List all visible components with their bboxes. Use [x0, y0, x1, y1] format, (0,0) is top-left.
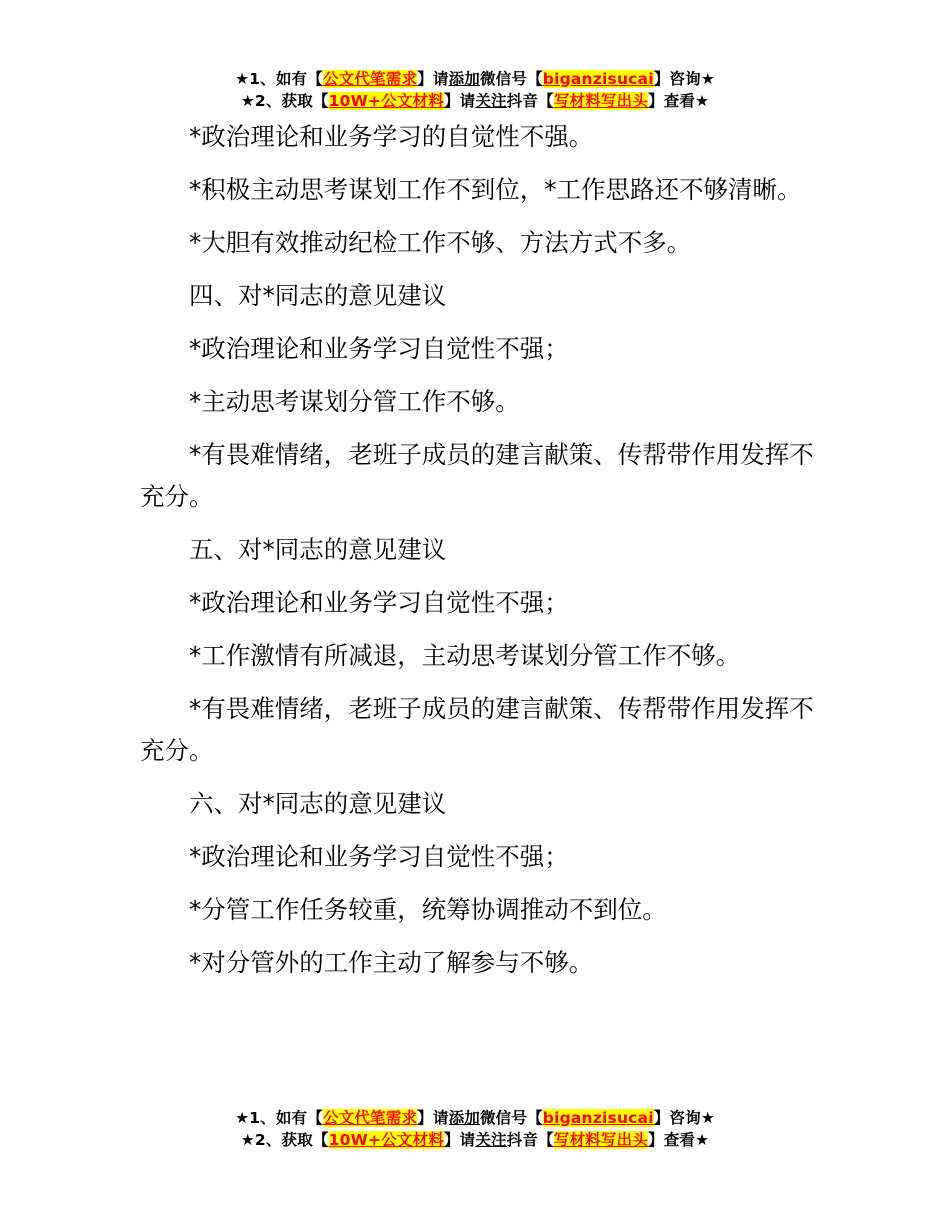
banner-line-1: [0, 1107, 950, 1129]
header-banner: [0, 68, 950, 112]
banner-text: ★2、获取【: [240, 92, 329, 110]
paragraph: *政治理论和业务学习自觉性不强；: [189, 334, 569, 363]
banner-line-2: [0, 90, 950, 112]
paragraph: *有畏难情绪，老班子成员的建言献策、传帮带作用发挥不充分。: [140, 440, 814, 511]
highlight-wechat-id: biganzisucai: [542, 70, 654, 88]
footer-banner: [0, 1107, 950, 1151]
highlight-materials: 10W+公文材料: [328, 92, 444, 110]
banner-underlined-text: 关注: [475, 92, 507, 110]
highlight-materials: 10W+公文材料: [328, 1131, 444, 1149]
banner-line-2: [0, 1129, 950, 1151]
paragraph: *大胆有效推动纪检工作不够、方法方式不多。: [189, 228, 692, 257]
paragraph: *政治理论和业务学习自觉性不强；: [189, 842, 569, 871]
banner-text: 】查看★: [648, 1131, 710, 1149]
banner-text: 】请: [417, 70, 449, 88]
highlight-douyin-account: 写材料写出头: [553, 1131, 649, 1149]
banner-text: 】请: [417, 1109, 449, 1127]
banner-underlined-text: 关注: [475, 1131, 507, 1149]
banner-text: 抖音【: [506, 92, 554, 110]
paragraph: *有畏难情绪，老班子成员的建言献策、传帮带作用发挥不充分。: [140, 694, 814, 765]
banner-text: ★1、如有【: [235, 70, 323, 88]
banner-text: 抖音【: [506, 1131, 554, 1149]
highlight-service: 公文代笔需求: [322, 70, 418, 88]
banner-text: 微信号【: [479, 70, 543, 88]
paragraph: *工作激情有所减退，主动思考谋划分管工作不够。: [189, 641, 741, 670]
document-body: [140, 116, 820, 995]
banner-text: 】请: [443, 1131, 476, 1149]
section-heading: 五、对*同志的意见建议: [189, 535, 447, 564]
paragraph: *主动思考谋划分管工作不够。: [189, 387, 520, 416]
banner-text: ★1、如有【: [235, 1109, 323, 1127]
paragraph: *积极主动思考谋划工作不到位，*工作思路还不够清晰。: [189, 175, 802, 204]
paragraph: *分管工作任务较重，统筹协调推动不到位。: [189, 895, 667, 924]
paragraph: *政治理论和业务学习的自觉性不强。: [189, 122, 594, 151]
banner-text: 】咨询★: [653, 70, 715, 88]
paragraph: *政治理论和业务学习自觉性不强；: [189, 588, 569, 617]
paragraph: *对分管外的工作主动了解参与不够。: [189, 948, 594, 977]
highlight-douyin-account: 写材料写出头: [553, 92, 649, 110]
banner-line-1: [0, 68, 950, 90]
highlight-service: 公文代笔需求: [322, 1109, 418, 1127]
banner-text: 】咨询★: [653, 1109, 715, 1127]
section-heading: 四、对*同志的意见建议: [189, 281, 447, 310]
banner-text: ★2、获取【: [240, 1131, 329, 1149]
banner-underlined-text: 添加: [448, 1109, 480, 1127]
banner-text: 】请: [443, 92, 476, 110]
section-heading: 六、对*同志的意见建议: [189, 789, 447, 818]
banner-text: 微信号【: [479, 1109, 543, 1127]
banner-text: 】查看★: [648, 92, 710, 110]
highlight-wechat-id: biganzisucai: [542, 1109, 654, 1127]
banner-underlined-text: 添加: [448, 70, 480, 88]
